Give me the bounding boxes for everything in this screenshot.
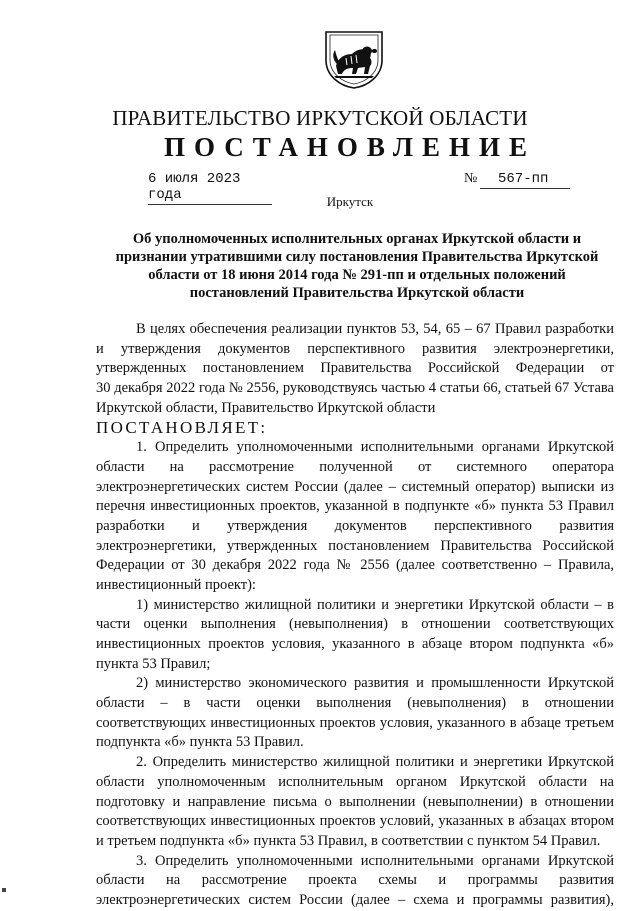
body-line: области на рассмотрение проекта схемы и программы развития <box>96 872 614 889</box>
body-line: пункта 53 Правил; <box>96 655 211 672</box>
city-name: Иркутск <box>326 194 374 209</box>
scan-mark <box>2 888 6 892</box>
body-line: 3. Определить уполномоченными исполнительными органами Иркутской <box>136 852 614 869</box>
body-line: 2) министерство экономического развития и промышленности Иркутской <box>136 675 614 692</box>
heading-line: признании утратившими силу постановления Правительства Иркутской <box>115 249 599 265</box>
body-line: В целях обеспечения реализации пунктов 53, 54, 65 – 67 Правил разработки <box>136 321 614 337</box>
heading-line: области от 18 июня 2014 года № 291-пп и отдельных положений <box>148 267 566 283</box>
organization-title: ПРАВИТЕЛЬСТВО ИРКУТСКОЙ ОБЛАСТИ <box>112 106 528 130</box>
body-line: 30 декабря 2022 года № 2556, руководствуясь частью 4 статьи 66, статьей 67 Устава <box>96 380 614 397</box>
body-line: и третьем подпункта «б» пункта 53 Правил, в соответствии с пунктом 54 Правил. <box>96 832 601 849</box>
body-line: электроэнергетики, утвержденных постановлением Правительства Российской <box>96 537 614 554</box>
body-line: перечня инвестиционных проектов, указанной в подпункте «б» пункта 53 Правил <box>96 498 614 515</box>
body-line: электроэнергетических систем России (далее – системный оператор) выписки из <box>96 478 614 495</box>
body-line: области уполномоченным исполнительным органом Иркутской области на <box>96 773 614 790</box>
body-line: соответствующих инвестиционных проектов условия, указанного в абзаце третьем <box>96 714 614 731</box>
body-line: области – в части оценки выполнения (невыполнения) в отношении <box>96 695 614 712</box>
body-line: подпункта «б» пункта 53 Правил. <box>96 734 304 751</box>
body-line: соответствующих инвестиционных проектов условий, указанных в абзацах втором <box>96 813 614 830</box>
body-line: 2. Определить министерство жилищной политики и энергетики Иркутской <box>136 754 614 771</box>
body-line: инвестиционных проектов условия, указанного в абзаце втором подпункта «б» <box>96 636 614 652</box>
coat-of-arms-emblem <box>322 30 386 90</box>
number-sign: № <box>464 171 478 186</box>
document-number: 567-пп <box>480 171 570 189</box>
body-line: инвестиционный проект): <box>96 576 256 593</box>
body-line: и утверждения документов перспективного развития электроэнергетики, <box>96 340 614 357</box>
body-line: разработки и утверждения документов перспективного развития <box>96 517 614 534</box>
body-line: подготовку и направление письма о выполнении (невыполнении) в отношении <box>96 793 614 810</box>
body-line: области на рассмотрение полученной от системного оператора <box>96 458 614 475</box>
body-line: 1) министерство жилищной политики и энергетики Иркутской области – в <box>136 596 614 613</box>
irkutsk-coat-of-arms-icon <box>322 30 386 90</box>
heading-line: постановлений Правительства Иркутской области <box>189 285 525 301</box>
body-line: Иркутской области, Правительство Иркутской области <box>96 399 436 416</box>
body-line: электроэнергетических систем России (далее – схема и программы развития), <box>96 891 614 908</box>
document-body <box>96 320 614 911</box>
body-line: Федерации от 30 декабря 2022 года № 2556 (далее соответственно – Правила, <box>96 557 614 574</box>
heading-line: Об уполномоченных исполнительных органах Иркутской области и <box>132 231 582 247</box>
document-heading <box>100 230 614 302</box>
resolves-word: ПОСТАНОВЛЯЕТ: <box>96 418 268 438</box>
body-line: части оценки выполнения (невыполнения) в отношении соответствующих <box>96 616 614 633</box>
document-date: 6 июля 2023 года <box>148 171 272 205</box>
body-line: утвержденных постановлением Правительства Российской Федерации от <box>96 360 614 377</box>
body-line: 1. Определить уполномоченными исполнительными органами Иркутской <box>136 439 614 456</box>
document-type: ПОСТАНОВЛЕНИЕ <box>163 132 537 162</box>
